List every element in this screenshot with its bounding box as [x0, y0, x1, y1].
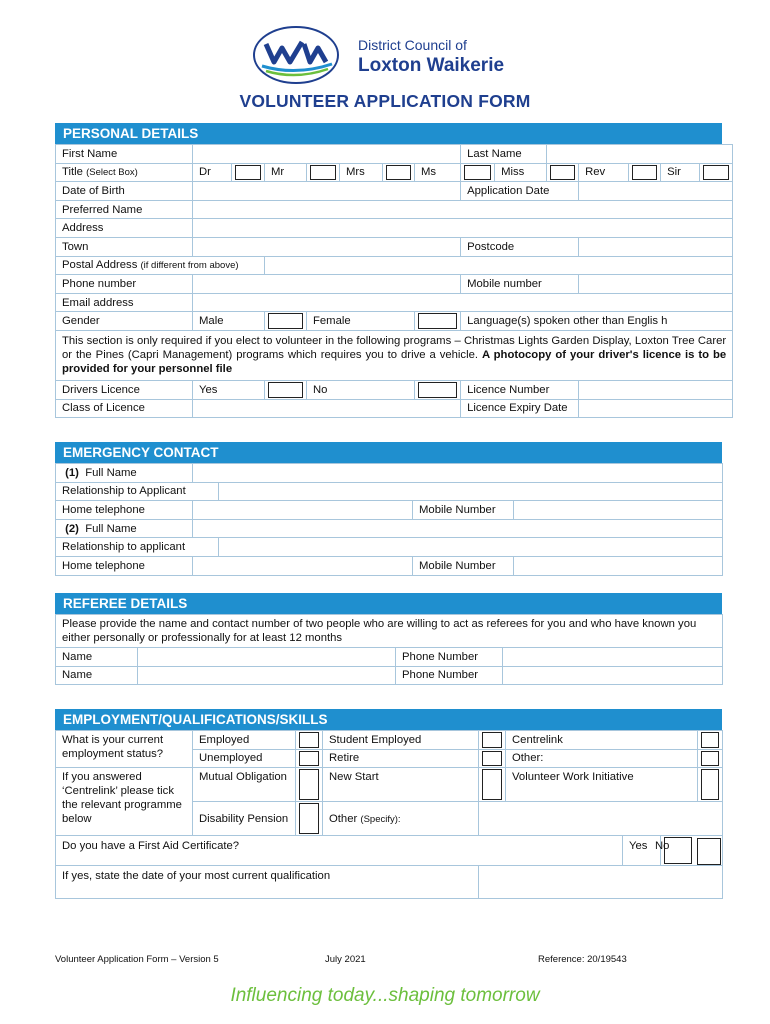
emergency2-relationship-label: Relationship to applicant: [56, 538, 219, 557]
centrelink-label: Centrelink: [506, 731, 698, 750]
unemployed-label: Unemployed: [193, 749, 296, 768]
disability-pension-checkbox[interactable]: [296, 802, 323, 836]
referee-section: [55, 593, 722, 685]
referee2-name-field[interactable]: [138, 666, 396, 685]
retire-label: Retire: [323, 749, 479, 768]
council-logo: [252, 24, 532, 86]
emergency1-home-tel-field[interactable]: [193, 501, 413, 520]
first-name-field[interactable]: [193, 145, 461, 164]
emergency1-relationship-field[interactable]: [219, 482, 723, 501]
application-date-label: Application Date: [461, 182, 579, 201]
title-dr-checkbox[interactable]: [232, 163, 265, 182]
application-date-field[interactable]: [579, 182, 733, 201]
title-mr-checkbox[interactable]: [307, 163, 340, 182]
retire-checkbox[interactable]: [479, 749, 506, 768]
emergency2-relationship-field[interactable]: [219, 538, 723, 557]
referee-table: [55, 614, 723, 685]
personal-details-heading: PERSONAL DETAILS: [55, 123, 722, 144]
phone-field[interactable]: [193, 275, 461, 294]
emergency2-full-name-label: (2) Full Name: [56, 519, 193, 538]
referee-heading: REFEREE DETAILS: [55, 593, 722, 614]
gender-female-label: Female: [307, 312, 415, 331]
licence-class-label: Class of Licence: [56, 399, 193, 418]
title-miss-label: Miss: [495, 163, 547, 182]
emergency2-mobile-label: Mobile Number: [413, 556, 514, 575]
licence-no-label: No: [307, 380, 415, 399]
qualification-date-label: If yes, state the date of your most current qualification: [56, 866, 479, 899]
disability-pension-label: Disability Pension: [193, 802, 296, 836]
title-rev-label: Rev: [579, 163, 629, 182]
licence-yes-label: Yes: [193, 380, 265, 399]
footer-date: July 2021: [325, 954, 366, 965]
employment-status-question: What is your current employment status?: [56, 731, 193, 768]
gender-male-label: Male: [193, 312, 265, 331]
referee1-phone-label: Phone Number: [396, 648, 503, 667]
emergency1-mobile-label: Mobile Number: [413, 501, 514, 520]
new-start-checkbox[interactable]: [479, 768, 506, 802]
licence-class-field[interactable]: [193, 399, 461, 418]
title-mrs-checkbox[interactable]: [383, 163, 415, 182]
emergency2-mobile-field[interactable]: [514, 556, 723, 575]
licence-number-label: Licence Number: [461, 380, 579, 399]
dob-field[interactable]: [193, 182, 461, 201]
emergency2-home-tel-field[interactable]: [193, 556, 413, 575]
title-rev-checkbox[interactable]: [629, 163, 661, 182]
emergency1-relationship-label: Relationship to Applicant: [56, 482, 219, 501]
emergency1-home-tel-label: Home telephone: [56, 501, 193, 520]
referee1-name-label: Name: [56, 648, 138, 667]
licence-note-bold: A photocopy of your driver's licence is to be provided for your personnel file: [62, 349, 727, 376]
employment-section: [55, 709, 722, 899]
new-start-label: New Start: [323, 768, 479, 802]
employed-checkbox[interactable]: [296, 731, 323, 750]
footer-reference: Reference: 20/19543: [538, 954, 627, 965]
title-ms-label: Ms: [415, 163, 461, 182]
email-label: Email address: [56, 293, 193, 312]
referee1-phone-field[interactable]: [503, 648, 723, 667]
referee-note: Please provide the name and contact number of two people who are willing to act as referees for you and who have known you either personally or professionally for at least 12 months: [56, 615, 723, 648]
referee1-name-field[interactable]: [138, 648, 396, 667]
first-aid-yes-label: Yes: [623, 836, 661, 866]
phone-label: Phone number: [56, 275, 193, 294]
referee2-phone-label: Phone Number: [396, 666, 503, 685]
last-name-field[interactable]: [547, 145, 733, 164]
emergency1-full-name-label: (1) Full Name: [56, 464, 193, 483]
form-title: VOLUNTEER APPLICATION FORM: [239, 91, 531, 111]
preferred-name-label: Preferred Name: [56, 200, 193, 219]
unemployed-checkbox[interactable]: [296, 749, 323, 768]
tagline: Influencing today...shaping tomorrow: [230, 985, 540, 1006]
employed-label: Employed: [193, 731, 296, 750]
postcode-label: Postcode: [461, 237, 579, 256]
emergency-contact-heading: EMERGENCY CONTACT: [55, 442, 722, 463]
emergency-contact-section: [55, 442, 722, 576]
emergency2-full-name-field[interactable]: [193, 519, 723, 538]
gender-male-checkbox[interactable]: [265, 312, 307, 331]
mutual-obligation-checkbox[interactable]: [296, 768, 323, 802]
licence-yes-checkbox[interactable]: [265, 380, 307, 399]
footer-version: Volunteer Application Form – Version 5: [55, 954, 219, 965]
title-sir-checkbox[interactable]: [700, 163, 733, 182]
preferred-name-field[interactable]: [193, 200, 733, 219]
emergency1-full-name-field[interactable]: [193, 464, 723, 483]
title-dr-label: Dr: [193, 163, 232, 182]
employment-table: [55, 730, 723, 899]
other-label: Other:: [506, 749, 698, 768]
postal-address-field[interactable]: [265, 256, 733, 275]
title-mrs-label: Mrs: [340, 163, 383, 182]
student-employed-checkbox[interactable]: [479, 731, 506, 750]
title-miss-checkbox[interactable]: [547, 163, 579, 182]
email-field[interactable]: [193, 293, 733, 312]
licence-expiry-field[interactable]: [579, 399, 733, 418]
centrelink-programme-question: If you answered ‘Centrelink’ please tick the relevant programme below: [56, 768, 193, 836]
other-checkbox[interactable]: [698, 749, 723, 768]
title-sir-label: Sir: [661, 163, 700, 182]
town-label: Town: [56, 237, 193, 256]
dob-label: Date of Birth: [56, 182, 193, 201]
volunteer-work-initiative-label: Volunteer Work Initiative: [506, 768, 698, 802]
personal-details-section: [55, 123, 727, 418]
first-aid-no-label: No: [655, 840, 670, 852]
emergency-contact-table: [55, 463, 723, 576]
licence-number-field[interactable]: [579, 380, 733, 399]
other-specify-label: Other (Specify):: [323, 802, 479, 836]
personal-details-table: [55, 144, 733, 418]
other-specify-field[interactable]: [479, 802, 723, 836]
postcode-field[interactable]: [579, 237, 733, 256]
title-ms-checkbox[interactable]: [461, 163, 495, 182]
mobile-label: Mobile number: [461, 275, 579, 294]
gender-label: Gender: [56, 312, 193, 331]
address-field[interactable]: [193, 219, 733, 238]
address-label: Address: [56, 219, 193, 238]
first-aid-no-checkbox[interactable]: [697, 838, 721, 865]
licence-no-checkbox[interactable]: [415, 380, 461, 399]
qualification-date-field[interactable]: [479, 866, 723, 899]
council-name-line2: Loxton Waikerie: [358, 55, 505, 76]
emergency1-mobile-field[interactable]: [514, 501, 723, 520]
title-label: Title (Select Box): [56, 163, 193, 182]
town-field[interactable]: [193, 237, 461, 256]
title-mr-label: Mr: [265, 163, 307, 182]
drivers-licence-label: Drivers Licence: [56, 380, 193, 399]
employment-heading: EMPLOYMENT/QUALIFICATIONS/SKILLS: [55, 709, 722, 730]
council-name-line1: District Council of: [358, 37, 467, 53]
postal-address-label: Postal Address (if different from above): [56, 256, 265, 275]
mobile-field[interactable]: [579, 275, 733, 294]
centrelink-checkbox[interactable]: [698, 731, 723, 750]
mutual-obligation-label: Mutual Obligation: [193, 768, 296, 802]
referee2-phone-field[interactable]: [503, 666, 723, 685]
student-employed-label: Student Employed: [323, 731, 479, 750]
last-name-label: Last Name: [461, 145, 547, 164]
languages-label: Language(s) spoken other than Englis h: [461, 312, 733, 331]
first-name-label: First Name: [56, 145, 193, 164]
licence-note: This section is only required if you elect to volunteer in the following programs – Christmas Lights Garden Display, Loxton Tree Carer or the Pines (Capri Management) programs which requires you to drive a vehicle. A photocopy of your driver's licence is to be provided for your personnel file: [56, 330, 733, 380]
gender-female-checkbox[interactable]: [415, 312, 461, 331]
licence-expiry-label: Licence Expiry Date: [461, 399, 579, 418]
volunteer-work-initiative-checkbox[interactable]: [698, 768, 723, 802]
first-aid-question: Do you have a First Aid Certificate?: [56, 836, 623, 866]
emergency2-home-tel-label: Home telephone: [56, 556, 193, 575]
referee2-name-label: Name: [56, 666, 138, 685]
